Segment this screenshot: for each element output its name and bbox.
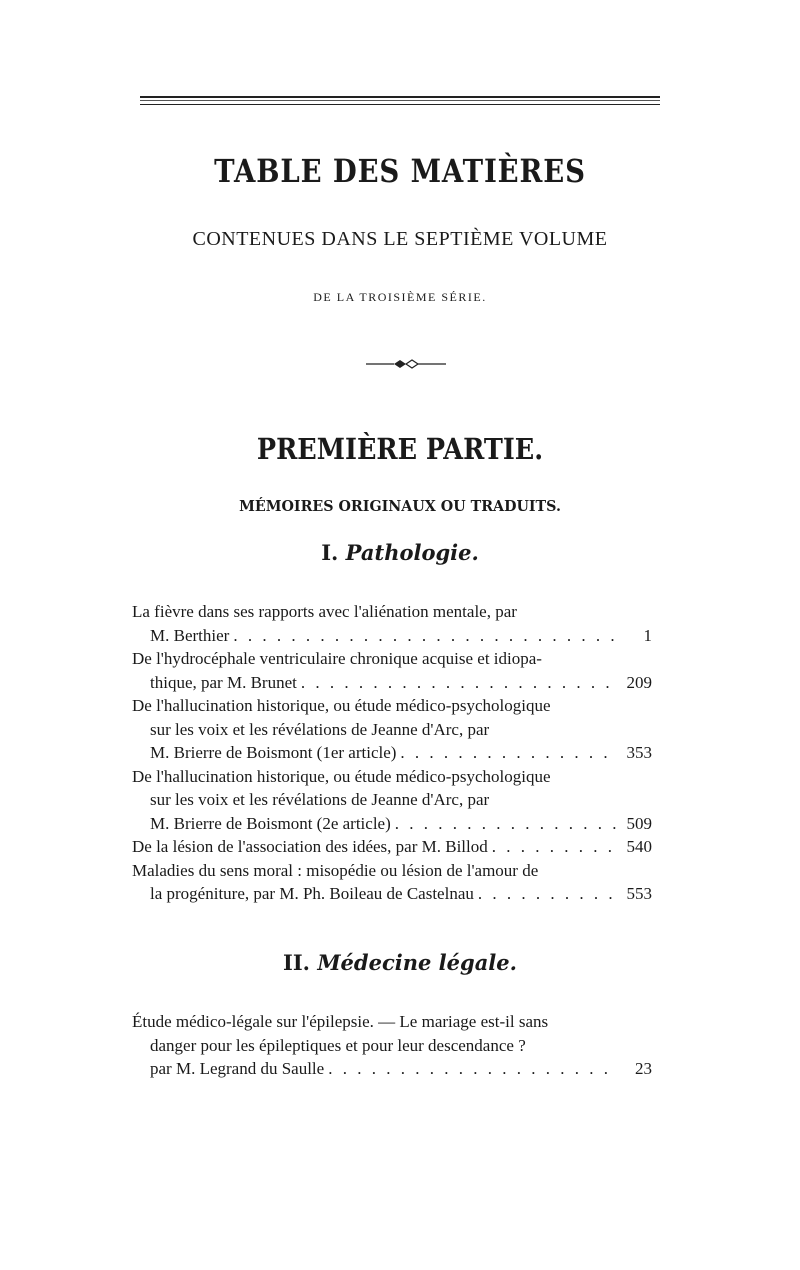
toc-entry: [132, 1010, 652, 1081]
toc-entry-author: par M. Legrand du Saulle: [150, 1059, 325, 1078]
section-number: I.: [321, 540, 339, 565]
page-number: 209: [626, 672, 652, 692]
leader-dots: [233, 624, 618, 648]
toc-entry-line: Étude médico-légale sur l'épilepsie. — Le mariage est-il sans: [132, 1012, 549, 1031]
leader-dots: [400, 741, 618, 765]
toc-entry-author: thique, par M. Brunet: [150, 672, 297, 692]
leader-dots: [301, 671, 618, 695]
ornament-divider: [366, 358, 446, 370]
toc-entry: [132, 765, 652, 836]
page-subtitle: CONTENUES DANS LE SEPTIÈME VOLUME: [192, 228, 608, 250]
page-number: 353: [626, 743, 652, 762]
section-name: Pathologie.: [345, 540, 479, 565]
toc-list-pathologie: [132, 600, 652, 906]
part-title: PREMIÈRE PARTIE.: [256, 432, 544, 466]
toc-entry-line: De l'hallucination historique, ou étude médico-psychologique: [132, 766, 551, 786]
page-number: 509: [626, 813, 652, 833]
toc-entry-author: M. Berthier: [150, 625, 230, 645]
toc-entry-line: De l'hallucination historique, ou étude médico-psychologique: [132, 696, 551, 715]
page-number: 1: [643, 625, 652, 645]
toc-entry-author: M. Brierre de Boismont (1er article): [150, 743, 397, 762]
toc-entry-author: la progéniture, par M. Ph. Boileau de Castelnau: [150, 884, 474, 903]
series-subtitle: DE LA TROISIÈME SÉRIE.: [313, 290, 487, 304]
top-rule: [140, 96, 660, 105]
toc-entry-line: Maladies du sens moral : misopédie ou lésion de l'amour de: [132, 860, 539, 880]
leader-dots: [492, 835, 618, 859]
page-number: 23: [635, 1059, 652, 1078]
page-number: 540: [626, 837, 652, 856]
toc-entry: [132, 647, 652, 694]
toc-entry: [132, 859, 652, 906]
page-title: TABLE DES MATIÈRES: [214, 152, 586, 190]
toc-list-medecine-legale: [132, 1010, 652, 1081]
toc-entry-line: De l'hydrocéphale ventriculaire chronique acquise et idiopa-: [132, 649, 542, 668]
leader-dots: [328, 1057, 618, 1081]
leader-dots: [478, 882, 618, 906]
section-number: II.: [283, 950, 310, 975]
toc-entry-author: M. Brierre de Boismont (2e article): [150, 813, 391, 833]
toc-entry: [132, 835, 652, 859]
toc-entry-title: De la lésion de l'association des idées, par M. Billod: [132, 837, 488, 856]
section-heading-pathologie: [0, 540, 800, 565]
toc-entry: [132, 600, 652, 647]
toc-entry-line: danger pour les épileptiques et pour leur descendance ?: [150, 1035, 526, 1055]
page-number: 553: [626, 884, 652, 903]
leader-dots: [395, 812, 618, 836]
part-subtitle: MÉMOIRES ORIGINAUX OU TRADUITS.: [239, 497, 561, 515]
toc-entry-line: sur les voix et les révélations de Jeanne d'Arc, par: [150, 719, 490, 739]
toc-entry-line: La fièvre dans ses rapports avec l'aliénation mentale, par: [132, 602, 517, 621]
section-heading-medecine-legale: [0, 950, 800, 975]
section-name: Médecine légale.: [317, 950, 517, 975]
toc-entry-line: sur les voix et les révélations de Jeanne d'Arc, par: [150, 790, 490, 809]
toc-entry: [132, 694, 652, 765]
